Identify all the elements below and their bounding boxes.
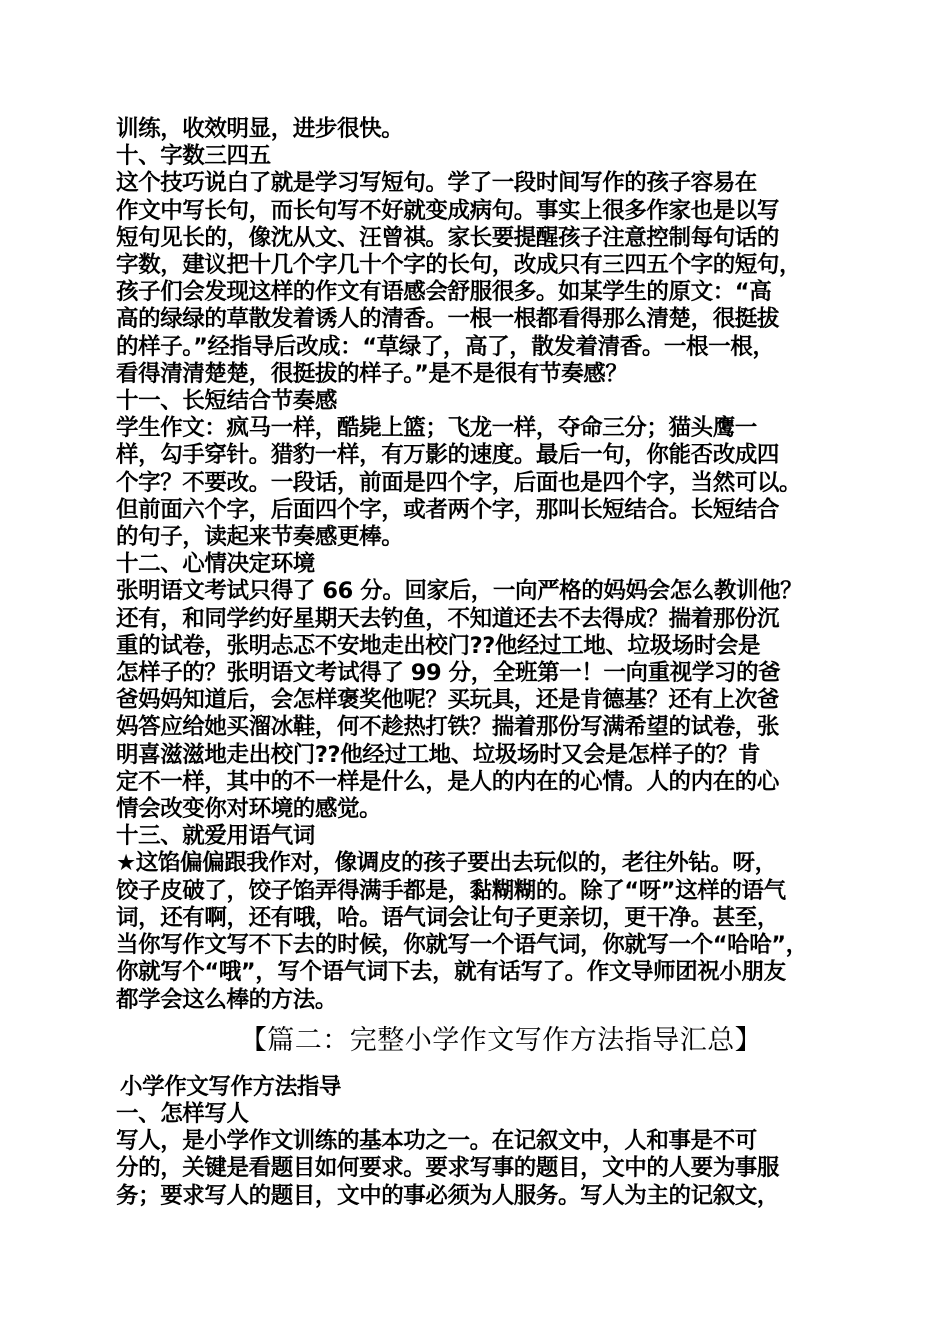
text-line: 样，勾手穿针。猎豹一样，有万影的速度。最后一句，你能否改成四	[116, 442, 780, 469]
text-line: 情会改变你对环境的感觉。	[116, 796, 382, 823]
section-two	[116, 1074, 856, 1210]
text-line: 还有，和同学约好星期天去钓鱼，不知道还去不去得成？揣着那份沉	[116, 605, 780, 632]
text-line: 字数，建议把十几个字几十个字的长句，改成只有三四五个字的短句，	[116, 252, 802, 279]
section-heading: 十、字数三四五	[116, 143, 271, 170]
text-line: 分的，关键是看题目如何要求。要求写事的题目，文中的人要为事服	[116, 1155, 780, 1182]
text-line: 短句见长的，像沈从文、汪曾祺。家长要提醒孩子注意控制每句话的	[116, 224, 780, 251]
section-title: 小学作文写作方法指导	[120, 1073, 342, 1100]
text-line: 饺子皮破了，饺子馅弄得满手都是，黏糊糊的。除了“呀”这样的语气	[116, 877, 786, 904]
section-heading: 十一、长短结合节奏感	[116, 388, 338, 415]
text-line: 个字？不要改。一段话，前面是四个字，后面也是四个字，当然可以。	[116, 469, 802, 496]
section-heading: 十三、就爱用语气词	[116, 823, 315, 850]
text-line: 都学会这么棒的方法。	[116, 986, 338, 1013]
text-line: 作文中写长句，而长句写不好就变成病句。事实上很多作家也是以写	[116, 197, 780, 224]
text-line: 怎样子的？张明语文考试得了 99 分，全班第一！一向重视学习的爸	[116, 660, 781, 687]
text-line: ★这馅偏偏跟我作对，像调皮的孩子要出去玩似的，老往外钻。呀，	[116, 850, 777, 877]
text-line: 学生作文：疯马一样，酷毙上篮；飞龙一样，夺命三分；猫头鹰一	[116, 415, 757, 442]
text-line: 的句子，读起来节奏感更棒。	[116, 524, 404, 551]
text-line: 当你写作文写不下去的时候，你就写一个语气词，你就写一个“哈哈”，	[116, 932, 808, 959]
section-heading: 一、怎样写人	[116, 1100, 249, 1127]
text-line: 写人，是小学作文训练的基本功之一。在记叙文中，人和事是不可	[116, 1128, 757, 1155]
text-line: 但前面六个字，后面四个字，或者两个字，那叫长短结合。长短结合	[116, 496, 780, 523]
text-line: 这个技巧说白了就是学习写短句。学了一段时间写作的孩子容易在	[116, 170, 757, 197]
section-one	[116, 116, 856, 1014]
text-line: 高的绿绿的草散发着诱人的清香。一根一根都看得那么清楚，很挺拔	[116, 306, 780, 333]
text-line: 务；要求写人的题目，文中的事必须为人服务。写人为主的记叙文，	[116, 1182, 780, 1209]
text-line: 明喜滋滋地走出校门??他经过工地、垃圾场时又会是怎样子的？肯	[116, 741, 761, 768]
text-line: 的样子。”经指导后改成：“草绿了，高了，散发着清香。一根一根，	[116, 333, 775, 360]
text-line: 定不一样，其中的不一样是什么，是人的内在的心情。人的内在的心	[116, 768, 780, 795]
text-line: 爸妈妈知道后，会怎样褒奖他呢？买玩具，还是肯德基？还有上次爸	[116, 687, 780, 714]
text-line: 看得清清楚楚，很挺拔的样子。”是不是很有节奏感？	[116, 360, 628, 387]
text-line: 词，还有啊，还有哦，哈。语气词会让句子更亲切，更干净。甚至，	[116, 904, 780, 931]
text-line: 妈答应给她买溜冰鞋，何不趁热打铁？揣着那份写满希望的试卷，张	[116, 714, 780, 741]
part-title: 【篇二：完整小学作文写作方法指导汇总】	[239, 1024, 763, 1056]
text-line: 张明语文考试只得了 66 分。回家后，一向严格的妈妈会怎么教训他？	[116, 578, 803, 605]
document-body	[116, 116, 856, 1210]
text-line: 孩子们会发现这样的作文有语感会舒服很多。如某学生的原文：“高	[116, 279, 772, 306]
section-heading: 十二、心情决定环境	[116, 551, 315, 578]
text-line: 你就写个“哦”，写个语气词下去，就有话写了。作文导师团祝小朋友	[116, 959, 786, 986]
text-line: 重的试卷，张明忐忑不安地走出校门??他经过工地、垃圾场时会是	[116, 632, 761, 659]
text-line: 训练，收效明显，进步很快。	[116, 116, 404, 142]
